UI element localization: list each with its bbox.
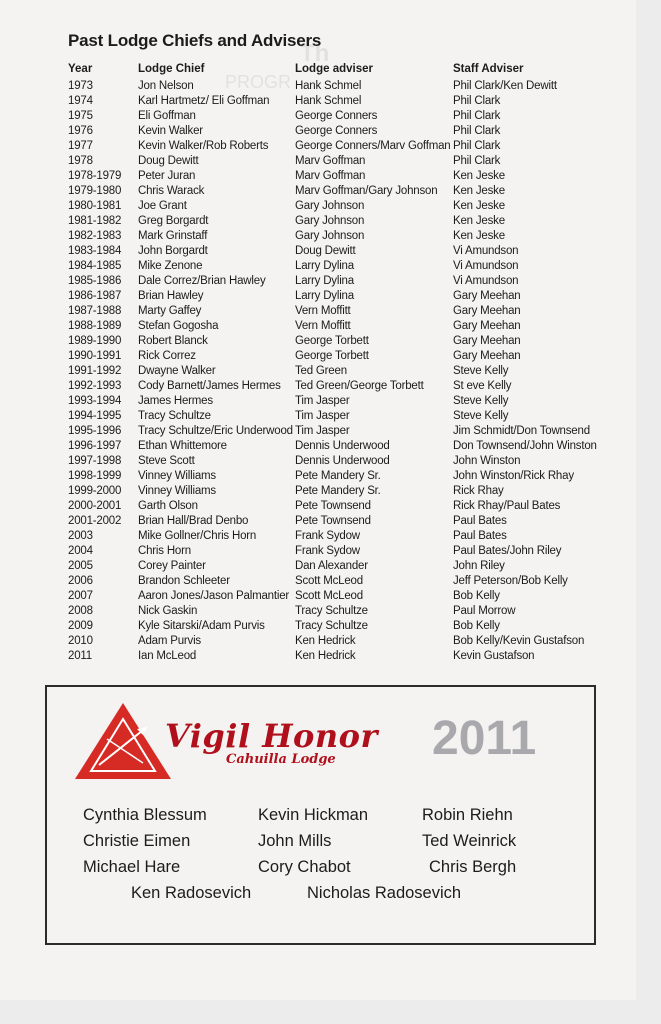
row-year: 1987-1988: [68, 305, 122, 317]
column-header-lodge-adviser: Lodge adviser: [295, 63, 373, 75]
row-lodge-chief: Rick Correz: [138, 350, 196, 362]
row-lodge-adviser: Doug Dewitt: [295, 245, 356, 257]
row-staff-adviser: Rick Rhay: [453, 485, 504, 497]
row-staff-adviser: Paul Bates/John Riley: [453, 545, 562, 557]
row-year: 2001-2002: [68, 515, 122, 527]
row-year: 2005: [68, 560, 93, 572]
row-lodge-adviser: Vern Moffitt: [295, 320, 351, 332]
row-lodge-chief: Ethan Whittemore: [138, 440, 227, 452]
row-lodge-chief: Vinney Williams: [138, 485, 216, 497]
vigil-name: Nicholas Radosevich: [307, 884, 462, 902]
row-year: 1997-1998: [68, 455, 122, 467]
table-row: [0, 485, 636, 500]
table-row: [0, 545, 636, 560]
row-lodge-adviser: Ken Hedrick: [295, 650, 356, 662]
row-year: 1989-1990: [68, 335, 122, 347]
row-lodge-adviser: Larry Dylina: [295, 260, 354, 272]
row-staff-adviser: John Winston: [453, 455, 521, 467]
chiefs-table: [0, 80, 636, 665]
row-year: 1998-1999: [68, 470, 122, 482]
row-year: 1981-1982: [68, 215, 122, 227]
row-lodge-adviser: George Torbett: [295, 335, 369, 347]
row-year: 1973: [68, 80, 93, 92]
row-staff-adviser: Bob Kelly: [453, 620, 500, 632]
table-row: [0, 575, 636, 590]
row-year: 1996-1997: [68, 440, 122, 452]
vigil-name: Ted Weinrick: [422, 832, 517, 850]
row-lodge-adviser: Marv Goffman: [295, 155, 366, 167]
table-row: [0, 80, 636, 95]
row-year: 2006: [68, 575, 93, 587]
row-lodge-chief: Nick Gaskin: [138, 605, 198, 617]
show-through-text: PROGR: [225, 72, 292, 92]
row-lodge-adviser: Marv Goffman: [295, 170, 366, 182]
row-staff-adviser: Vi Amundson: [453, 245, 519, 257]
vigil-title: Vigil Honor: [165, 717, 378, 755]
row-lodge-chief: Dwayne Walker: [138, 365, 216, 377]
table-row: [0, 275, 636, 290]
triangle-shape: [75, 703, 171, 779]
row-lodge-chief: Kevin Walker/Rob Roberts: [138, 140, 269, 152]
row-lodge-adviser: Marv Goffman/Gary Johnson: [295, 185, 438, 197]
row-staff-adviser: Gary Meehan: [453, 305, 521, 317]
row-year: 1975: [68, 110, 93, 122]
row-staff-adviser: Gary Meehan: [453, 335, 521, 347]
table-row: [0, 185, 636, 200]
row-lodge-adviser: Ted Green: [295, 365, 347, 377]
row-staff-adviser: Steve Kelly: [453, 410, 509, 422]
row-lodge-adviser: Gary Johnson: [295, 200, 365, 212]
row-lodge-adviser: Dennis Underwood: [295, 455, 390, 467]
row-lodge-adviser: George Torbett: [295, 350, 369, 362]
row-lodge-chief: Dale Correz/Brian Hawley: [138, 275, 266, 287]
column-header-staff-adviser: Staff Adviser: [453, 63, 524, 75]
row-lodge-chief: Jon Nelson: [138, 80, 194, 92]
row-staff-adviser: Paul Bates: [453, 530, 507, 542]
row-staff-adviser: Steve Kelly: [453, 395, 509, 407]
row-lodge-chief: Marty Gaffey: [138, 305, 202, 317]
row-lodge-adviser: Tracy Schultze: [295, 620, 368, 632]
row-lodge-chief: Kyle Sitarski/Adam Purvis: [138, 620, 265, 632]
table-row: [0, 260, 636, 275]
table-row: [0, 410, 636, 425]
table-row: [0, 650, 636, 665]
lodge-name: Cahuilla Lodge: [226, 752, 336, 767]
row-year: 1979-1980: [68, 185, 122, 197]
table-row: [0, 365, 636, 380]
row-lodge-chief: James Hermes: [138, 395, 213, 407]
table-row: [0, 155, 636, 170]
row-lodge-chief: Brian Hall/Brad Denbo: [138, 515, 249, 527]
row-lodge-chief: Aaron Jones/Jason Palmantier: [138, 590, 290, 602]
row-lodge-chief: Corey Painter: [138, 560, 206, 572]
row-lodge-adviser: Pete Townsend: [295, 500, 371, 512]
table-row: [0, 440, 636, 455]
row-year: 1980-1981: [68, 200, 122, 212]
row-year: 1991-1992: [68, 365, 122, 377]
row-lodge-chief: Robert Blanck: [138, 335, 208, 347]
row-lodge-chief: Adam Purvis: [138, 635, 201, 647]
row-staff-adviser: Vi Amundson: [453, 260, 519, 272]
table-row: [0, 620, 636, 635]
row-lodge-adviser: Frank Sydow: [295, 545, 360, 557]
row-staff-adviser: Ken Jeske: [453, 170, 505, 182]
table-row: [0, 500, 636, 515]
table-row: [0, 110, 636, 125]
row-lodge-chief: Steve Scott: [138, 455, 195, 467]
table-row: [0, 335, 636, 350]
row-staff-adviser: Ken Jeske: [453, 230, 505, 242]
row-lodge-chief: Mike Zenone: [138, 260, 203, 272]
row-year: 1978-1979: [68, 170, 122, 182]
row-staff-adviser: St eve Kelly: [453, 380, 512, 392]
page-title: Past Lodge Chiefs and Advisers: [68, 31, 322, 50]
row-lodge-chief: Tracy Schultze/Eric Underwood: [138, 425, 293, 437]
row-lodge-adviser: Larry Dylina: [295, 275, 354, 287]
column-header-lodge-chief: Lodge Chief: [138, 63, 205, 75]
row-lodge-chief: Chris Horn: [138, 545, 191, 557]
row-lodge-chief: Doug Dewitt: [138, 155, 199, 167]
arrowhead-triangle-emblem: [73, 701, 173, 783]
table-row: [0, 635, 636, 650]
row-lodge-adviser: Tim Jasper: [295, 395, 350, 407]
vigil-name: Ken Radosevich: [131, 884, 252, 902]
table-row: [0, 140, 636, 155]
table-row: [0, 470, 636, 485]
vigil-name: Kevin Hickman: [258, 806, 369, 824]
row-lodge-chief: Joe Grant: [138, 200, 187, 212]
row-staff-adviser: Ken Jeske: [453, 200, 505, 212]
table-row: [0, 590, 636, 605]
row-year: 1986-1987: [68, 290, 122, 302]
vigil-year: 2011: [432, 712, 537, 765]
row-lodge-adviser: Gary Johnson: [295, 215, 365, 227]
row-lodge-chief: Kevin Walker: [138, 125, 203, 137]
row-year: 1992-1993: [68, 380, 122, 392]
row-year: 2008: [68, 605, 93, 617]
row-lodge-chief: John Borgardt: [138, 245, 208, 257]
row-staff-adviser: Bob Kelly/Kevin Gustafson: [453, 635, 585, 647]
row-staff-adviser: Gary Meehan: [453, 320, 521, 332]
row-lodge-adviser: George Conners: [295, 125, 378, 137]
row-lodge-adviser: George Conners/Marv Goffman: [295, 140, 451, 152]
table-row: [0, 455, 636, 470]
row-year: 1983-1984: [68, 245, 122, 257]
row-lodge-adviser: Ted Green/George Torbett: [295, 380, 424, 392]
row-lodge-adviser: Pete Mandery Sr.: [295, 470, 381, 482]
row-year: 1994-1995: [68, 410, 122, 422]
row-year: 1985-1986: [68, 275, 122, 287]
row-lodge-adviser: Dan Alexander: [295, 560, 368, 572]
table-row: [0, 425, 636, 440]
table-row: [0, 125, 636, 140]
row-staff-adviser: Gary Meehan: [453, 350, 521, 362]
row-staff-adviser: Phil Clark: [453, 95, 501, 107]
row-lodge-adviser: Hank Schmel: [295, 80, 362, 92]
row-year: 2009: [68, 620, 93, 632]
row-year: 1977: [68, 140, 93, 152]
row-lodge-chief: Mark Grinstaff: [138, 230, 208, 242]
row-staff-adviser: Ken Jeske: [453, 185, 505, 197]
row-year: 2004: [68, 545, 93, 557]
table-row: [0, 305, 636, 320]
row-lodge-adviser: George Conners: [295, 110, 378, 122]
vigil-name: John Mills: [258, 832, 332, 850]
vigil-name: Cynthia Blessum: [83, 806, 207, 824]
row-lodge-chief: Mike Gollner/Chris Horn: [138, 530, 257, 542]
row-lodge-adviser: Hank Schmel: [295, 95, 362, 107]
row-lodge-adviser: Tim Jasper: [295, 410, 350, 422]
row-lodge-adviser: Pete Mandery Sr.: [295, 485, 381, 497]
row-lodge-adviser: Larry Dylina: [295, 290, 354, 302]
row-year: 1982-1983: [68, 230, 122, 242]
row-lodge-adviser: Vern Moffitt: [295, 305, 351, 317]
row-lodge-adviser: Ken Hedrick: [295, 635, 356, 647]
row-lodge-adviser: Dennis Underwood: [295, 440, 390, 452]
row-lodge-chief: Brandon Schleeter: [138, 575, 230, 587]
row-staff-adviser: Phil Clark/Ken Dewitt: [453, 80, 557, 92]
row-year: 1978: [68, 155, 93, 167]
table-row: [0, 530, 636, 545]
vigil-name: Robin Riehn: [422, 806, 513, 824]
table-row: [0, 395, 636, 410]
row-lodge-chief: Cody Barnett/James Hermes: [138, 380, 281, 392]
row-lodge-chief: Chris Warack: [138, 185, 205, 197]
row-staff-adviser: Ken Jeske: [453, 215, 505, 227]
table-row: [0, 215, 636, 230]
row-staff-adviser: Paul Morrow: [453, 605, 516, 617]
row-lodge-adviser: Scott McLeod: [295, 590, 363, 602]
row-year: 2011: [68, 650, 92, 662]
table-row: [0, 230, 636, 245]
row-year: 2003: [68, 530, 93, 542]
row-staff-adviser: Rick Rhay/Paul Bates: [453, 500, 561, 512]
table-row: [0, 320, 636, 335]
row-lodge-chief: Brian Hawley: [138, 290, 204, 302]
vigil-name: Michael Hare: [83, 858, 181, 876]
row-year: 1995-1996: [68, 425, 122, 437]
vigil-name: Chris Bergh: [429, 858, 517, 876]
row-staff-adviser: Jeff Peterson/Bob Kelly: [453, 575, 568, 587]
row-staff-adviser: Steve Kelly: [453, 365, 509, 377]
row-lodge-adviser: Tracy Schultze: [295, 605, 368, 617]
table-row: [0, 560, 636, 575]
show-through-text: Th: [300, 40, 330, 67]
row-lodge-chief: Stefan Gogosha: [138, 320, 219, 332]
row-staff-adviser: Kevin Gustafson: [453, 650, 535, 662]
vigil-name: Christie Eimen: [83, 832, 191, 850]
column-header-year: Year: [68, 63, 93, 75]
row-staff-adviser: Paul Bates: [453, 515, 507, 527]
row-lodge-adviser: Gary Johnson: [295, 230, 365, 242]
row-lodge-adviser: Scott McLeod: [295, 575, 363, 587]
row-year: 1999-2000: [68, 485, 122, 497]
row-staff-adviser: Phil Clark: [453, 125, 501, 137]
row-year: 2000-2001: [68, 500, 122, 512]
row-lodge-adviser: Tim Jasper: [295, 425, 350, 437]
row-lodge-adviser: Frank Sydow: [295, 530, 360, 542]
row-year: 1988-1989: [68, 320, 122, 332]
table-row: [0, 170, 636, 185]
row-staff-adviser: Gary Meehan: [453, 290, 521, 302]
row-staff-adviser: John Riley: [453, 560, 505, 572]
vigil-honor-panel: [45, 685, 596, 945]
row-lodge-chief: Peter Juran: [138, 170, 196, 182]
row-year: 1976: [68, 125, 93, 137]
row-staff-adviser: Bob Kelly: [453, 590, 500, 602]
row-lodge-chief: Karl Hartmetz/ Eli Goffman: [138, 95, 270, 107]
table-row: [0, 515, 636, 530]
row-year: 2010: [68, 635, 93, 647]
row-staff-adviser: Jim Schmidt/Don Townsend: [453, 425, 590, 437]
table-row: [0, 200, 636, 215]
row-staff-adviser: Phil Clark: [453, 140, 501, 152]
row-year: 1974: [68, 95, 93, 107]
row-lodge-chief: Garth Olson: [138, 500, 198, 512]
table-row: [0, 605, 636, 620]
row-staff-adviser: John Winston/Rick Rhay: [453, 470, 574, 482]
row-year: 1984-1985: [68, 260, 122, 272]
row-staff-adviser: Phil Clark: [453, 155, 501, 167]
row-year: 1990-1991: [68, 350, 122, 362]
row-year: 2007: [68, 590, 93, 602]
table-row: [0, 290, 636, 305]
table-row: [0, 95, 636, 110]
row-staff-adviser: Phil Clark: [453, 110, 501, 122]
vigil-name: Cory Chabot: [258, 858, 351, 876]
row-lodge-adviser: Pete Townsend: [295, 515, 371, 527]
row-year: 1993-1994: [68, 395, 122, 407]
table-row: [0, 350, 636, 365]
row-lodge-chief: Eli Goffman: [138, 110, 196, 122]
table-row: [0, 380, 636, 395]
row-staff-adviser: Don Townsend/John Winston: [453, 440, 597, 452]
row-lodge-chief: Tracy Schultze: [138, 410, 211, 422]
table-row: [0, 245, 636, 260]
row-lodge-chief: Greg Borgardt: [138, 215, 209, 227]
row-staff-adviser: Vi Amundson: [453, 275, 519, 287]
row-lodge-chief: Vinney Williams: [138, 470, 216, 482]
row-lodge-chief: Ian McLeod: [138, 650, 197, 662]
